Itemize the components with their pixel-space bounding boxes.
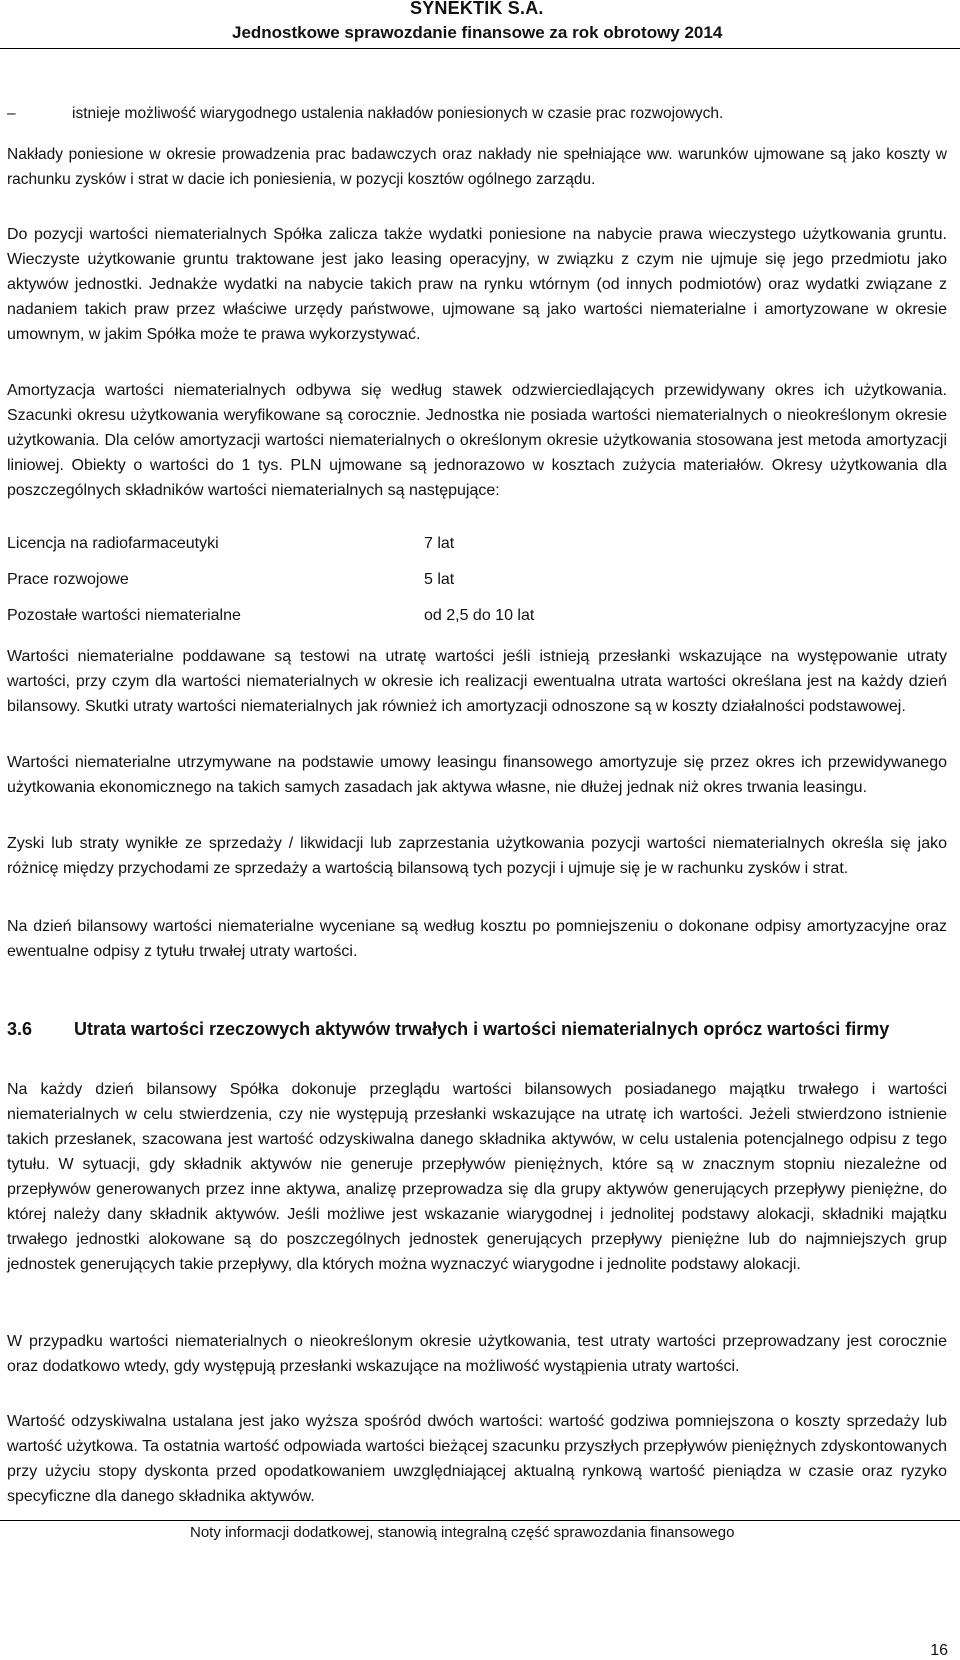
paragraph-gains-losses: Zyski lub straty wynikłe ze sprzedaży / likwidacji lub zaprzestania użytkowania pozycji wartości niematerialnych określa się jako różnicę między przychodami ze sprzedaży a wartością bilansową tych pozycji i ujmuje się je w rachunku zysków i strat. bbox=[7, 835, 947, 877]
paragraph-amortization: Amortyzacja wartości niematerialnych odbywa się według stawek odzwierciedlających przewidywany okres ich użytkowania. Szacunki okresu użytkowania weryfikowane są corocznie. Jednostka nie posiada wartości niematerialnych o nieokreślonym okresie użytkowania. Dla celów amortyzacji wartości niematerialnych o określonym okresie użytkowania stosowana jest metoda amortyzacji liniowej. Obiekty o wartości do 1 tys. PLN ujmowane są jednorazowo w kosztach zużycia materiałów. Okresy użytkowania dla poszczególnych składników wartości niematerialnych są następujące: bbox=[7, 382, 947, 499]
asset-name: Prace rozwojowe bbox=[7, 571, 129, 588]
report-title: Jednostkowe sprawozdanie finansowe za rok obrotowy 2014 bbox=[232, 23, 723, 42]
asset-name: Licencja na radiofarmaceutyki bbox=[7, 535, 219, 552]
paragraph-recoverable-amount: Wartość odzyskiwalna ustalana jest jako wyższa spośród dwóch wartości: wartość godziwa pomniejszona o koszty sprzedaży lub wartość użytkowa. Ta ostatnia wartość odpowiada wartości bieżącej szacunku przyszłych przepływów pieniężnych zdyskontowanych przy użyciu stopy dyskonta przed opodatkowaniem uwzględniającej aktualną rynkową wartość pieniądza w czasie oraz ryzyko specyficzne dla danego składnika aktywów. bbox=[7, 1413, 947, 1505]
paragraph-indefinite-life: W przypadku wartości niematerialnych o nieokreślonym okresie użytkowania, test utraty wartości przeprowadzany jest corocznie oraz dodatkowo wtedy, gdy występują przesłanki wskazujące na możliwość wystąpienia utraty wartości. bbox=[7, 1333, 947, 1375]
company-name: SYNEKTIK S.A. bbox=[410, 0, 544, 18]
footer-note: Noty informacji dodatkowej, stanowią integralną część sprawozdania finansowego bbox=[190, 1524, 735, 1541]
bullet-dash: – bbox=[7, 105, 16, 122]
useful-life-row bbox=[7, 535, 607, 560]
asset-name: Pozostałe wartości niematerialne bbox=[7, 607, 241, 624]
paragraph-perpetual-usufruct: Do pozycji wartości niematerialnych Spółka zalicza także wydatki poniesione na nabycie prawa wieczystego użytkowania gruntu. Wieczyste użytkowanie gruntu traktowane jest jako leasing operacyjny, w związku z czym nie ujmuje się jego przedmiotu jako aktywów jednostki. Jednakże wydatki na nabycie takich praw na rynku wtórnym (od innych podmiotów) oraz wydatki związane z nadaniem takich praw przez właściwe urzędy państwowe, ujmowane są jako wartości niematerialne i amortyzowane w okresie umownym, w jakim Spółka może te prawa wykorzystywać. bbox=[7, 226, 947, 343]
useful-life-row bbox=[7, 607, 607, 632]
section-title: Utrata wartości rzeczowych aktywów trwałych i wartości niematerialnych oprócz wartości firmy bbox=[74, 1019, 890, 1039]
header-divider bbox=[0, 48, 960, 49]
useful-life-value: od 2,5 do 10 lat bbox=[424, 607, 535, 624]
section-number: 3.6 bbox=[7, 1019, 33, 1039]
page-header bbox=[0, 2, 960, 48]
page-number: 16 bbox=[930, 1642, 948, 1659]
useful-life-value: 5 lat bbox=[424, 571, 455, 588]
bullet-text: istnieje możliwość wiarygodnego ustalenia nakładów poniesionych w czasie prac rozwojowych. bbox=[72, 105, 724, 122]
paragraph-finance-lease: Wartości niematerialne utrzymywane na podstawie umowy leasingu finansowego amortyzuje się przez okres ich przewidywanego użytkowania ekonomicznego na takich samych zasadach jak aktywa własne, nie dłużej jednak niż okres trwania leasingu. bbox=[7, 754, 947, 796]
useful-life-row bbox=[7, 571, 607, 596]
footer-divider bbox=[0, 1520, 960, 1521]
useful-life-value: 7 lat bbox=[424, 535, 455, 552]
paragraph-balance-valuation: Na dzień bilansowy wartości niematerialne wyceniane są według kosztu po pomniejszeniu o dokonane odpisy amortyzacyjne oraz ewentualne odpisy z tytułu trwałej utraty wartości. bbox=[7, 918, 947, 960]
paragraph-research-costs: Nakłady poniesione w okresie prowadzenia prac badawczych oraz nakłady nie spełniające ww. warunków ujmowane są jako koszty w rachunku zysków i strat w dacie ich poniesienia, w pozycji kosztów ogólnego zarządu. bbox=[7, 146, 947, 188]
paragraph-impairment-test: Wartości niematerialne poddawane są testowi na utratę wartości jeśli istnieją przesłanki wskazujące na występowanie utraty wartości, przy czym dla wartości niematerialnych w okresie ich realizacji ewentualna utrata wartości określana jest na każdy dzień bilansowy. Skutki utraty wartości niematerialnych jak również ich amortyzacji odnoszone są w koszty działalności podstawowej. bbox=[7, 648, 947, 715]
paragraph-impairment-review: Na każdy dzień bilansowy Spółka dokonuje przeglądu wartości bilansowych posiadanego majątku trwałego i wartości niematerialnych w celu stwierdzenia, czy nie występują przesłanki wskazujące na utratę ich wartości. Jeżeli stwierdzono istnienie takich przesłanek, szacowana jest wartość odzyskiwalna danego składnika aktywów, w celu ustalenia potencjalnego odpisu z tego tytułu. W sytuacji, gdy składnik aktywów nie generuje przepływów pieniężnych, które są w znacznym stopniu niezależne od przepływów generowanych przez inne aktywa, analizę przeprowadza się dla grupy aktywów generujących przepływy pieniężne, do której należy dany składnik aktywów. Jeśli możliwe jest wskazanie wiarygodnej i jednolitej podstawy alokacji, składniki majątku trwałego jednostki alokowane są do poszczególnych jednostek generujących przepływy pieniężne lub do najmniejszych grup jednostek generujących takie przepływy, dla których można wyznaczyć wiarygodne i jednolite podstawy alokacji. bbox=[7, 1081, 947, 1273]
